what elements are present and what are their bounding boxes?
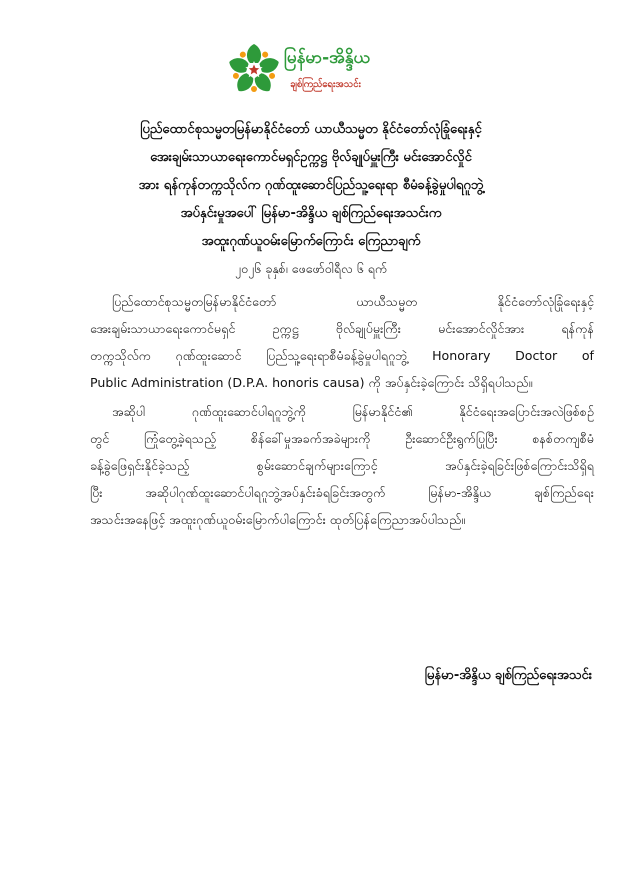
- paragraph-1-line: အေးချမ်းသာယာရေးကောင်မရှင် ဥက္ကဋ္ဌ ဗိုလ်ချုပ်မှူးကြီး မင်းအောင်လှိုင်အား ရန်ကုန်: [90, 321, 594, 336]
- paragraph-2-line: တွင် ကြုံတွေ့ခဲ့ရသည့် စိန်ခေါ်မှုအခက်အခဲများကို ဦးဆောင်ဦးရွက်ပြုပြီး စနစ်တကျစီမံ: [90, 431, 594, 446]
- paragraph-1: [90, 288, 594, 396]
- paragraph-2-line: ပြီး အဆိုပါဂုဏ်ထူးဆောင်ပါရဂူဘွဲ့အပ်နှင်းခံရခြင်းအတွက် မြန်မာ-အိန္ဒိယ ချစ်ကြည်ရေး: [90, 485, 594, 500]
- paragraph-2: [90, 398, 594, 533]
- heading-line-3: အား ရန်ကုန်တက္ကသိုလ်က ဂုဏ်ထူးဆောင်ပြည်သူ့ရေးရာ စီမံခန့်ခွဲမှုပါရဂူဘွဲ့: [138, 178, 484, 193]
- heading-line-5: အထူးဂုဏ်ယူဝမ်းမြောက်ကြောင်း ကြေညာချက်: [201, 234, 421, 249]
- paragraph-1-line: ပြည်ထောင်စုသမ္မတမြန်မာနိုင်ငံတော် ယာယီသမ္မတ နိုင်ငံတော်လုံခြုံရေးနှင့်: [112, 294, 594, 309]
- star-wheel-logo-icon: [226, 42, 282, 98]
- logo-org-subtitle: ချစ်ကြည်ရေးအသင်း: [290, 79, 361, 90]
- logo-org-name: မြန်မာ-အိန္ဒိယ: [284, 48, 371, 68]
- paragraph-1-line: Public Administration (D.P.A. honoris causa) ကို အပ်နှင်းခဲ့ကြောင်း သိရှိရပါသည်။: [90, 375, 533, 390]
- paragraph-2-line: အဆိုပါ ဂုဏ်ထူးဆောင်ပါရဂူဘွဲ့ကို မြန်မာနိုင်ငံ၏ နိုင်ငံရေးအပြောင်းအလဲဖြစ်စဉ်: [112, 404, 594, 419]
- heading-line-2: အေးချမ်းသာယာရေးကောင်မရှင်ဥက္ကဋ္ဌ ဗိုလ်ချုပ်မှူးကြီး မင်းအောင်လှိုင်: [150, 150, 472, 165]
- heading-line-4: အပ်နှင်းမှုအပေါ် မြန်မာ-အိန္ဒိယ ချစ်ကြည်ရေးအသင်းက: [180, 206, 442, 221]
- association-logo: [226, 42, 396, 104]
- signature-org-name: မြန်မာ-အိန္ဒိယ ချစ်ကြည်ရေးအသင်း: [424, 668, 592, 683]
- statement-date: ၂၀၂၆ ခုနှစ်၊ ဖေဖော်ဝါရီလ ၆ ရက်: [234, 261, 388, 276]
- heading-line-1: ပြည်ထောင်စုသမ္မတမြန်မာနိုင်ငံတော် ယာယီသမ္မတ နိုင်ငံတော်လုံခြုံရေးနှင့်: [140, 122, 482, 137]
- paragraph-1-line: တက္ကသိုလ်က ဂုဏ်ထူးဆောင် ပြည်သူ့ရေးရာစီမံခန့်ခွဲမှုပါရဂူဘွဲ့ Honorary Doctor of: [90, 348, 594, 363]
- paragraph-2-line: အသင်းအနေဖြင့် အထူးဂုဏ်ယူဝမ်းမြောက်ပါကြောင်း ထုတ်ပြန်ကြေညာအပ်ပါသည်။: [90, 512, 466, 527]
- paragraph-2-line: ခန့်ခွဲဖြေရှင်းနိုင်ခဲ့သည့် စွမ်းဆောင်ချက်များကြောင့် အပ်နှင်းခဲ့ရခြင်းဖြစ်ကြောင်းသိရှိရ: [90, 458, 594, 473]
